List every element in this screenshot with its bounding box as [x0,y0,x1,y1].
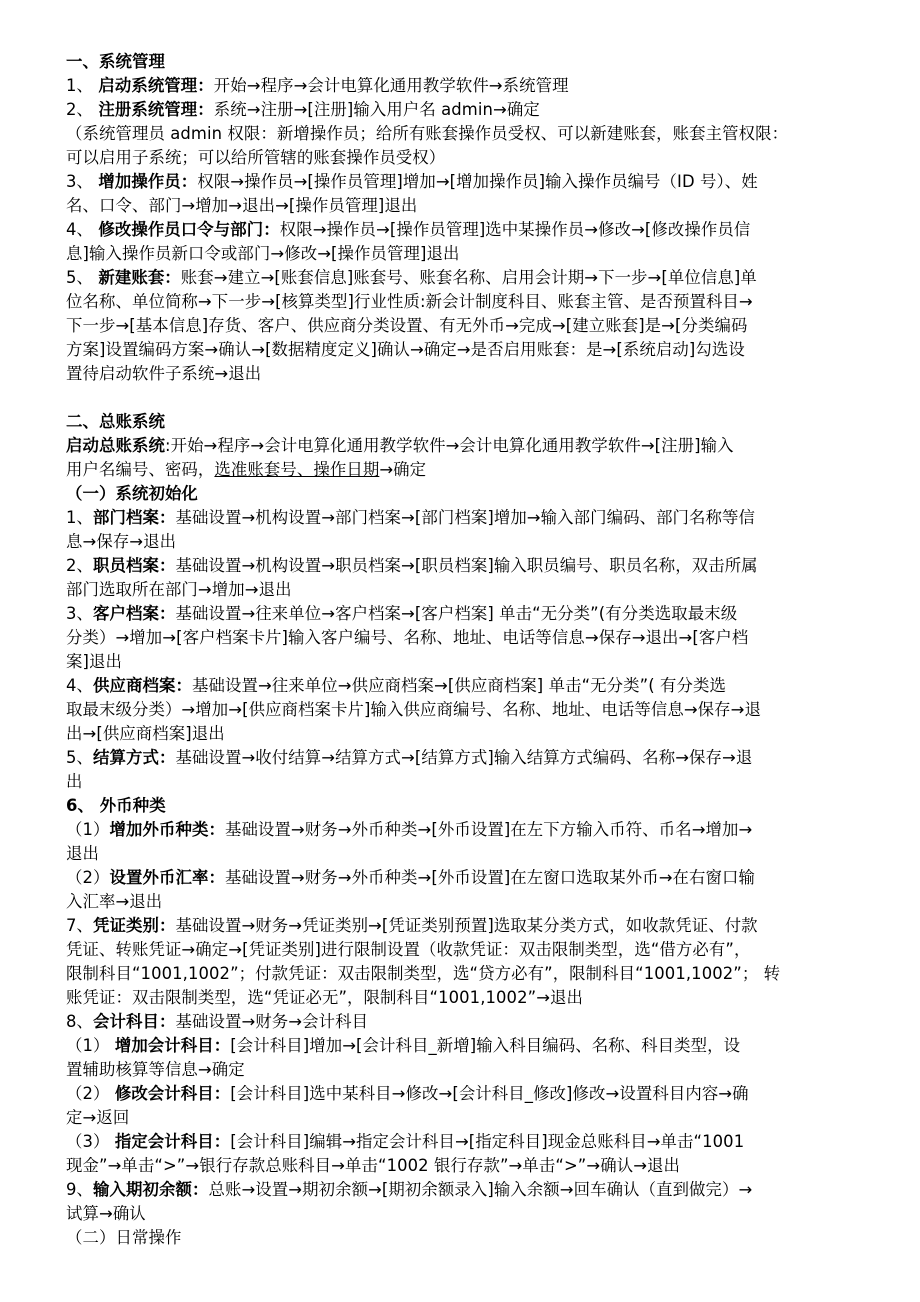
text-line [66,986,862,1010]
body-text: 基础设置→财务→会计科目 [175,1012,369,1031]
bold-text: 启动系统管理： [98,76,214,95]
body-text: 账凭证：双击限制类型，选“凭证必无”，限制科目“1001,1002”→退出 [66,988,584,1007]
text-line [66,1106,862,1130]
text-line [66,74,862,98]
body-text: 出 [66,772,83,791]
body-text: 退出 [66,844,99,863]
body-text: :开始→程序→会计电算化通用教学软件→会计电算化通用教学软件→[注册]输入 [164,436,734,455]
text-line [66,482,862,506]
body-text: （2） [66,868,110,887]
body-text: 息]输入操作员新口令或部门→修改→[操作员管理]退出 [66,244,460,263]
body-text: 4、 [66,676,94,695]
bold-text: 增加会计科目： [114,1036,231,1055]
body-text: 总账→设置→期初余额→[期初余额录入]输入余额→回车确认（直到做完）→ [208,1180,753,1199]
body-text: 1、 [66,76,99,95]
bold-text: 二、总账系统 [66,412,165,431]
bold-text: 客户档案： [93,604,176,623]
text-line [66,434,862,458]
text-line [66,506,862,530]
text-line [66,1130,862,1154]
text-line [66,842,862,866]
text-line [66,410,862,434]
body-text: 用户名编号、密码， [66,460,215,479]
text-line [66,242,862,266]
text-line [66,794,862,818]
bold-text: 凭证类别： [93,916,176,935]
text-line [66,122,862,146]
body-text: 2、 [66,556,94,575]
bold-text: 输入期初余额： [93,1180,209,1199]
body-text: 8、 [66,1012,94,1031]
text-line [66,698,862,722]
body-text: 定→返回 [66,1108,130,1127]
text-line [66,1058,862,1082]
body-text: 可以启用子系统；可以给所管辖的账套操作员受权） [66,148,446,167]
body-text: 2、 [66,100,99,119]
body-text: 5、 [66,748,94,767]
body-text: 案]退出 [66,652,122,671]
bold-text: 设置外币汇率： [109,868,225,887]
body-text: 方案]设置编码方案→确认→[数据精度定义]确认→确定→是否启用账套：是→[系统启动]勾选设 [66,340,745,359]
body-text: 下一步→[基本信息]存货、客户、供应商分类设置、有无外币→完成→[建立账套]是→[分类编码 [66,316,748,335]
bold-text: 一、系统管理 [66,52,165,71]
text-line [66,1034,862,1058]
body-text: 基础设置→财务→外币种类→[外币设置]在左窗口选取某外币→在右窗口输 [224,868,756,887]
body-text: [会计科目]增加→[会计科目_新增]输入科目编码、名称、科目类型，设 [230,1036,741,1055]
body-text: （1） [66,1036,115,1055]
text-line [66,722,862,746]
bold-text: 新建账套： [98,268,181,287]
text-line [66,1010,862,1034]
body-text: →确定 [379,460,427,479]
text-line [66,1226,862,1250]
text-line [66,1202,862,1226]
text-line [66,146,862,170]
body-text: 基础设置→机构设置→部门档案→[部门档案]增加→输入部门编码、部门名称等信 [175,508,756,527]
body-text: 取最末级分类）→增加→[供应商档案卡片]输入供应商编号、名称、地址、电话等信息→保存→退 [66,700,761,719]
text-line [66,602,862,626]
body-text: 限制科目“1001,1002”；付款凭证：双击限制类型，选“贷方必有”，限制科目“1001,1002”； 转 [66,964,781,983]
body-text: 位名称、单位简称→下一步→[核算类型]行业性质:新会计制度科目、账套主管、是否预置科目→ [66,292,753,311]
body-text: 3、 [66,604,94,623]
bold-text: 启动总账系统 [66,436,165,455]
text-line [66,938,862,962]
bold-text: 供应商档案： [93,676,192,695]
text-line [66,1178,862,1202]
body-text: 部门选取所在部门→增加→退出 [66,580,292,599]
body-text: [会计科目]选中某科目→修改→[会计科目_修改]修改→设置科目内容→确 [230,1084,749,1103]
bold-text: 结算方式： [93,748,176,767]
bold-text: 职员档案： [93,556,176,575]
body-text: 基础设置→财务→外币种类→[外币设置]在左下方输入币符、币名→增加→ [224,820,753,839]
text-line [66,218,862,242]
bold-text: 修改操作员口令与部门： [98,220,280,239]
blank-line [66,386,862,410]
body-text: 4、 [66,220,99,239]
body-text: （系统管理员 admin 权限：新增操作员；给所有账套操作员受权、可以新建账套，账套主管权限： [66,124,789,143]
body-text: [会计科目]编辑→指定会计科目→[指定科目]现金总账科目→单击“1001 [230,1132,745,1151]
body-text: 凭证、转账凭证→确定→[凭证类别]进行限制设置（收款凭证：双击限制类型，选“借方必有”， [66,940,751,959]
body-text: 权限→操作员→[操作员管理]增加→[增加操作员]输入操作员编号（ID 号）、姓 [197,172,758,191]
body-text: 1、 [66,508,94,527]
text-line [66,626,862,650]
text-line [66,338,862,362]
bold-text: 部门档案： [93,508,176,527]
bold-text: 增加操作员： [98,172,198,191]
text-line [66,314,862,338]
body-text: （1） [66,820,110,839]
text-line [66,266,862,290]
body-text: 3、 [66,172,99,191]
body-text: 现金”→单击“>”→银行存款总账科目→单击“1002 银行存款”→单击“>”→确认→退出 [66,1156,681,1175]
body-text: 名、口令、部门→增加→退出→[操作员管理]退出 [66,196,418,215]
text-line [66,914,862,938]
text-line [66,98,862,122]
text-line [66,866,862,890]
body-text: 入汇率→退出 [66,892,163,911]
body-text: 基础设置→往来单位→客户档案→[客户档案] 单击“无分类”(有分类选取最末级 [175,604,738,623]
bold-text: 修改会计科目： [114,1084,231,1103]
text-line [66,818,862,842]
body-text: 权限→操作员→[操作员管理]选中某操作员→修改→[修改操作员信 [279,220,751,239]
body-text: 开始→程序→会计电算化通用教学软件→系统管理 [213,76,569,95]
text-line [66,554,862,578]
text-line [66,746,862,770]
body-text: 基础设置→收付结算→结算方式→[结算方式]输入结算方式编码、名称→保存→退 [175,748,753,767]
text-line [66,362,862,386]
bold-text: 6、 外币种类 [66,796,166,815]
underlined-text: 选准账套号、操作日期 [214,460,380,479]
bold-text: 注册系统管理： [98,100,214,119]
text-line [66,578,862,602]
body-text: 息→保存→退出 [66,532,177,551]
body-text: 置待启动软件子系统→退出 [66,364,262,383]
text-line [66,770,862,794]
text-line [66,458,862,482]
bold-text: （一）系统初始化 [66,484,198,503]
body-text: 7、 [66,916,94,935]
text-line [66,1082,862,1106]
body-text: 5、 [66,268,99,287]
body-text: 出→[供应商档案]退出 [66,724,225,743]
bold-text: 增加外币种类： [109,820,225,839]
bold-text: 指定会计科目： [114,1132,231,1151]
text-line [66,194,862,218]
text-line [66,170,862,194]
body-text: （2） [66,1084,115,1103]
body-text: 账套→建立→[账套信息]账套号、账套名称、启用会计期→下一步→[单位信息]单 [180,268,757,287]
body-text: 系统→注册→[注册]输入用户名 admin→确定 [213,100,540,119]
body-text: 试算→确认 [66,1204,146,1223]
body-text: 基础设置→往来单位→供应商档案→[供应商档案] 单击“无分类”( 有分类选 [191,676,727,695]
text-line [66,530,862,554]
body-text: 基础设置→财务→凭证类别→[凭证类别预置]选取某分类方式，如收款凭证、付款 [175,916,758,935]
text-line [66,650,862,674]
text-line [66,890,862,914]
text-line [66,1154,862,1178]
text-line [66,50,862,74]
text-line [66,290,862,314]
body-text: 分类）→增加→[客户档案卡片]输入客户编号、名称、地址、电话等信息→保存→退出→[客户档 [66,628,749,647]
body-text: 9、 [66,1180,94,1199]
text-line [66,674,862,698]
text-line [66,962,862,986]
body-text: 置辅助核算等信息→确定 [66,1060,245,1079]
bold-text: 会计科目： [93,1012,176,1031]
body-text: （二）日常操作 [66,1228,182,1247]
body-text: 基础设置→机构设置→职员档案→[职员档案]输入职员编号、职员名称，双击所属 [175,556,758,575]
body-text: （3） [66,1132,115,1151]
